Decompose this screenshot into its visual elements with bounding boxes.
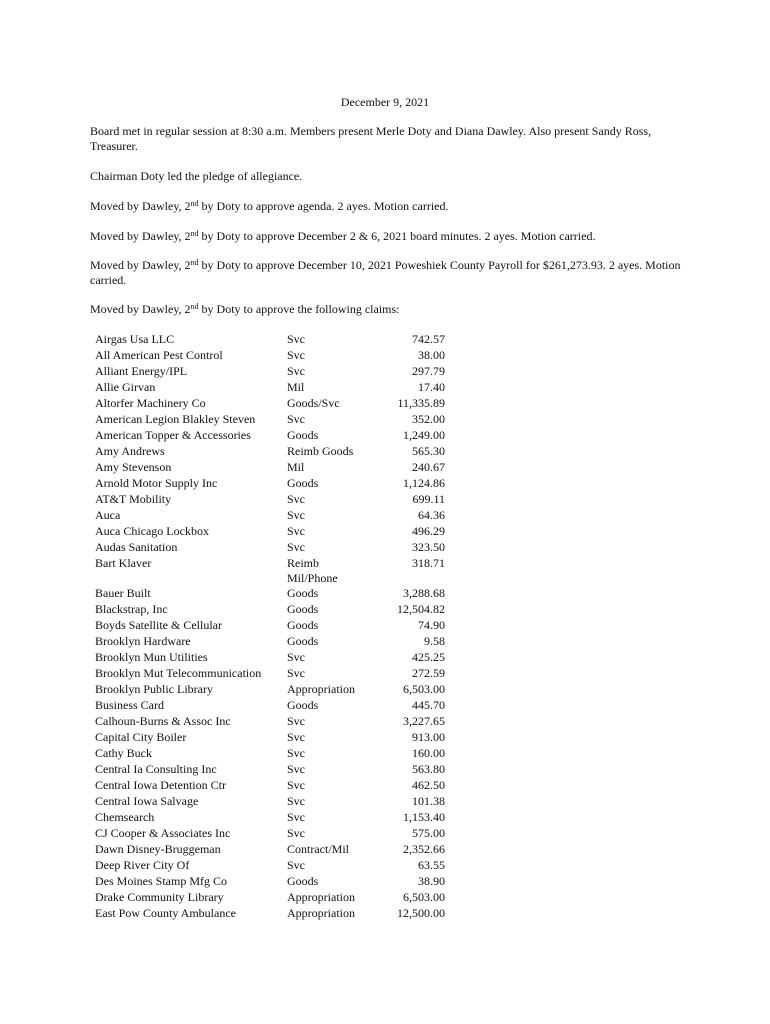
claim-type-line: Goods xyxy=(287,476,319,490)
table-row xyxy=(95,762,455,778)
claim-type xyxy=(287,556,338,586)
claim-amount: 17.40 xyxy=(418,380,445,394)
claim-vendor: Alliant Energy/IPL xyxy=(95,364,188,378)
table-row xyxy=(95,524,455,540)
table-row xyxy=(95,874,455,890)
claim-amount: 101.38 xyxy=(412,794,445,808)
claim-type xyxy=(287,714,305,729)
claim-vendor: Business Card xyxy=(95,698,164,712)
claim-vendor: Auca Chicago Lockbox xyxy=(95,524,209,538)
claim-type xyxy=(287,650,305,665)
claim-amount: 272.59 xyxy=(412,666,445,680)
claim-type xyxy=(287,508,305,523)
claim-vendor: Brooklyn Mut Telecommunication xyxy=(95,666,262,680)
claim-amount: 323.50 xyxy=(412,540,445,554)
claim-vendor: Bauer Built xyxy=(95,586,151,600)
claim-type-line: Svc xyxy=(287,348,305,362)
claim-amount: 240.67 xyxy=(412,460,445,474)
claim-type-line: Svc xyxy=(287,826,305,840)
claim-vendor: Deep River City Of xyxy=(95,858,190,872)
table-row xyxy=(95,634,455,650)
motion-sup: nd xyxy=(190,302,199,311)
motion-text: Moved by Dawley, 2 xyxy=(90,229,191,243)
claim-type xyxy=(287,618,318,633)
claim-type xyxy=(287,826,305,841)
claim-vendor: Boyds Satellite & Cellular xyxy=(95,618,222,632)
motion-text: by Doty to approve agenda. 2 ayes. Motion carried. xyxy=(198,199,449,213)
claim-type xyxy=(287,396,340,411)
claim-type xyxy=(287,460,304,475)
claim-amount: 6,503.00 xyxy=(403,682,445,696)
claim-vendor: All American Pest Control xyxy=(95,348,223,362)
claim-vendor: Brooklyn Public Library xyxy=(95,682,213,696)
claim-amount: 496.29 xyxy=(412,524,445,538)
claim-type xyxy=(287,524,305,539)
table-row xyxy=(95,428,455,444)
claim-type-line: Mil xyxy=(287,460,305,474)
claim-type xyxy=(287,540,305,555)
claim-type xyxy=(287,746,305,761)
table-row xyxy=(95,348,455,364)
claim-vendor: American Legion Blakley Steven xyxy=(95,412,256,426)
claim-type-line: Svc xyxy=(287,762,305,776)
claim-vendor: CJ Cooper & Associates Inc xyxy=(95,826,231,840)
claim-amount: 64.36 xyxy=(418,508,445,522)
motion-text: by Doty to approve December 10, 2021 Poweshiek County Payroll for $261,273.93. 2 ayes. Motion carried. xyxy=(90,258,681,287)
claim-type xyxy=(287,890,355,905)
table-row xyxy=(95,858,455,874)
table-row xyxy=(95,810,455,826)
claim-amount: 2,352.66 xyxy=(403,842,445,856)
claim-vendor: Amy Stevenson xyxy=(95,460,172,474)
claim-type-line: Goods xyxy=(287,428,319,442)
claim-type xyxy=(287,842,349,857)
table-row xyxy=(95,412,455,428)
claim-amount: 1,153.40 xyxy=(403,810,445,824)
claim-amount: 9.58 xyxy=(424,634,445,648)
claim-amount: 742.57 xyxy=(412,332,445,346)
table-row xyxy=(95,746,455,762)
claim-type-line: Appropriation xyxy=(287,890,355,904)
claim-amount: 11,335.89 xyxy=(397,396,445,410)
claim-type-line: Svc xyxy=(287,508,305,522)
attendance-paragraph: Board met in regular session at 8:30 a.m. Members present Merle Doty and Diana Dawley. Also present Sandy Ross, Treasurer. xyxy=(90,124,652,153)
table-row xyxy=(95,492,455,508)
claim-type xyxy=(287,762,305,777)
claim-type-line: Svc xyxy=(287,650,305,664)
claim-type xyxy=(287,380,304,395)
claim-type xyxy=(287,874,318,889)
motion-minutes xyxy=(90,229,690,244)
motion-sup: nd xyxy=(190,229,199,238)
claim-vendor: Central Ia Consulting Inc xyxy=(95,762,217,776)
claim-type xyxy=(287,602,318,617)
claim-type xyxy=(287,634,318,649)
claim-vendor: Calhoun-Burns & Assoc Inc xyxy=(95,714,231,728)
table-row xyxy=(95,556,455,586)
claim-vendor: AT&T Mobility xyxy=(95,492,172,506)
claim-amount: 462.50 xyxy=(412,778,445,792)
claim-vendor: Cathy Buck xyxy=(95,746,152,760)
table-row xyxy=(95,602,455,618)
claim-vendor: Allie Girvan xyxy=(95,380,156,394)
table-row xyxy=(95,842,455,858)
motion-text: Moved by Dawley, 2 xyxy=(90,258,191,272)
claim-type-line: Appropriation xyxy=(287,682,355,696)
table-row xyxy=(95,666,455,682)
claim-type xyxy=(287,364,305,379)
claim-amount: 38.00 xyxy=(418,348,445,362)
claim-type-line: Svc xyxy=(287,730,305,744)
claim-type-line: Svc xyxy=(287,524,305,538)
claim-vendor: Blackstrap, Inc xyxy=(95,602,168,616)
claim-type-line: Goods xyxy=(287,698,319,712)
claim-amount: 3,288.68 xyxy=(403,586,445,600)
claim-amount: 3,227.65 xyxy=(403,714,445,728)
table-row xyxy=(95,460,455,476)
claim-type-line: Svc xyxy=(287,666,305,680)
claim-type xyxy=(287,794,305,809)
claim-vendor: American Topper & Accessories xyxy=(95,428,251,442)
claim-type-line: Svc xyxy=(287,714,305,728)
claim-type xyxy=(287,682,355,697)
claim-amount: 1,249.00 xyxy=(403,428,445,442)
motion-text: by Doty to approve December 2 & 6, 2021 board minutes. 2 ayes. Motion carried. xyxy=(198,229,596,243)
motion-sup: nd xyxy=(190,199,199,208)
table-row xyxy=(95,778,455,794)
claim-type xyxy=(287,476,318,491)
claim-type-line: Goods xyxy=(287,602,319,616)
claim-type-line: Mil/Phone xyxy=(287,571,338,585)
claim-vendor: Airgas Usa LLC xyxy=(95,332,175,346)
claim-type xyxy=(287,492,305,507)
claim-amount: 12,504.82 xyxy=(397,602,445,616)
claim-type xyxy=(287,858,305,873)
claim-type-line: Mil xyxy=(287,380,305,394)
claim-type xyxy=(287,906,355,921)
motion-text: Moved by Dawley, 2 xyxy=(90,199,191,213)
claim-type xyxy=(287,698,318,713)
claim-type xyxy=(287,586,318,601)
claim-vendor: Arnold Motor Supply Inc xyxy=(95,476,218,490)
table-row xyxy=(95,508,455,524)
claim-amount: 297.79 xyxy=(412,364,445,378)
claim-amount: 160.00 xyxy=(412,746,445,760)
claim-type xyxy=(287,778,305,793)
claim-vendor: Chemsearch xyxy=(95,810,155,824)
claim-type xyxy=(287,810,305,825)
table-row xyxy=(95,650,455,666)
claim-type-line: Goods xyxy=(287,874,319,888)
claim-amount: 445.70 xyxy=(412,698,445,712)
claim-amount: 913.00 xyxy=(412,730,445,744)
table-row xyxy=(95,714,455,730)
claim-type-line: Svc xyxy=(287,746,305,760)
claim-vendor: Drake Community Library xyxy=(95,890,224,904)
table-row xyxy=(95,396,455,412)
claim-vendor: Bart Klaver xyxy=(95,556,152,570)
claim-type-line: Reimb Goods xyxy=(287,444,354,458)
meeting-date: December 9, 2021 xyxy=(340,95,430,109)
claim-vendor: Central Iowa Salvage xyxy=(95,794,199,808)
claim-type-line: Svc xyxy=(287,492,305,506)
claim-amount: 699.11 xyxy=(412,492,445,506)
claim-vendor: Brooklyn Mun Utilities xyxy=(95,650,208,664)
table-row xyxy=(95,540,455,556)
claim-type-line: Goods xyxy=(287,634,319,648)
claim-type xyxy=(287,332,305,347)
claim-vendor: Auca xyxy=(95,508,121,522)
claim-type xyxy=(287,444,353,459)
claim-type-line: Contract/Mil xyxy=(287,842,349,856)
claim-amount: 6,503.00 xyxy=(403,890,445,904)
claim-type-line: Reimb xyxy=(287,556,319,570)
claim-type-line: Appropriation xyxy=(287,906,355,920)
claim-type xyxy=(287,666,305,681)
table-row xyxy=(95,698,455,714)
claim-vendor: Altorfer Machinery Co xyxy=(95,396,206,410)
claim-vendor: Dawn Disney-Bruggeman xyxy=(95,842,221,856)
claim-amount: 352.00 xyxy=(412,412,445,426)
claim-type-line: Svc xyxy=(287,778,305,792)
table-row xyxy=(95,682,455,698)
table-row xyxy=(95,380,455,396)
table-row xyxy=(95,890,455,906)
claim-type-line: Svc xyxy=(287,364,305,378)
claim-type-line: Goods xyxy=(287,618,319,632)
claim-amount: 74.90 xyxy=(418,618,445,632)
claim-vendor: Amy Andrews xyxy=(95,444,165,458)
claim-amount: 1,124.86 xyxy=(403,476,445,490)
claim-amount: 575.00 xyxy=(412,826,445,840)
claim-amount: 63.55 xyxy=(418,858,445,872)
claim-vendor: Brooklyn Hardware xyxy=(95,634,191,648)
claim-amount: 565.30 xyxy=(412,444,445,458)
claim-type-line: Svc xyxy=(287,540,305,554)
claims-table xyxy=(95,332,455,922)
claim-amount: 425.25 xyxy=(412,650,445,664)
claim-vendor: Capital City Boiler xyxy=(95,730,187,744)
claim-type-line: Svc xyxy=(287,412,305,426)
motion-claims xyxy=(90,302,690,317)
claim-amount: 38.90 xyxy=(418,874,445,888)
claim-vendor: East Pow County Ambulance xyxy=(95,906,236,920)
table-row xyxy=(95,476,455,492)
table-row xyxy=(95,906,455,922)
claim-type xyxy=(287,348,305,363)
claim-vendor: Des Moines Stamp Mfg Co xyxy=(95,874,227,888)
table-row xyxy=(95,618,455,634)
motion-text: Moved by Dawley, 2 xyxy=(90,302,191,316)
claim-type xyxy=(287,730,305,745)
table-row xyxy=(95,444,455,460)
claim-amount: 563.80 xyxy=(412,762,445,776)
motion-agenda xyxy=(90,199,690,214)
claim-type-line: Svc xyxy=(287,858,305,872)
motion-payroll xyxy=(90,258,690,288)
table-row xyxy=(95,730,455,746)
claim-type-line: Svc xyxy=(287,794,305,808)
claim-type-line: Svc xyxy=(287,810,305,824)
claim-type xyxy=(287,428,318,443)
claim-type-line: Goods/Svc xyxy=(287,396,340,410)
claim-amount: 318.71 xyxy=(412,556,445,570)
motion-sup: nd xyxy=(190,258,199,267)
motion-text: by Doty to approve the following claims: xyxy=(198,302,400,316)
claim-amount: 12,500.00 xyxy=(397,906,445,920)
claim-vendor: Central Iowa Detention Ctr xyxy=(95,778,226,792)
claim-type xyxy=(287,412,305,427)
claim-type-line: Goods xyxy=(287,586,319,600)
pledge-paragraph: Chairman Doty led the pledge of allegiance. xyxy=(90,169,303,183)
table-row xyxy=(95,586,455,602)
table-row xyxy=(95,826,455,842)
table-row xyxy=(95,364,455,380)
table-row xyxy=(95,332,455,348)
table-row xyxy=(95,794,455,810)
claim-type-line: Svc xyxy=(287,332,305,346)
claim-vendor: Audas Sanitation xyxy=(95,540,178,554)
